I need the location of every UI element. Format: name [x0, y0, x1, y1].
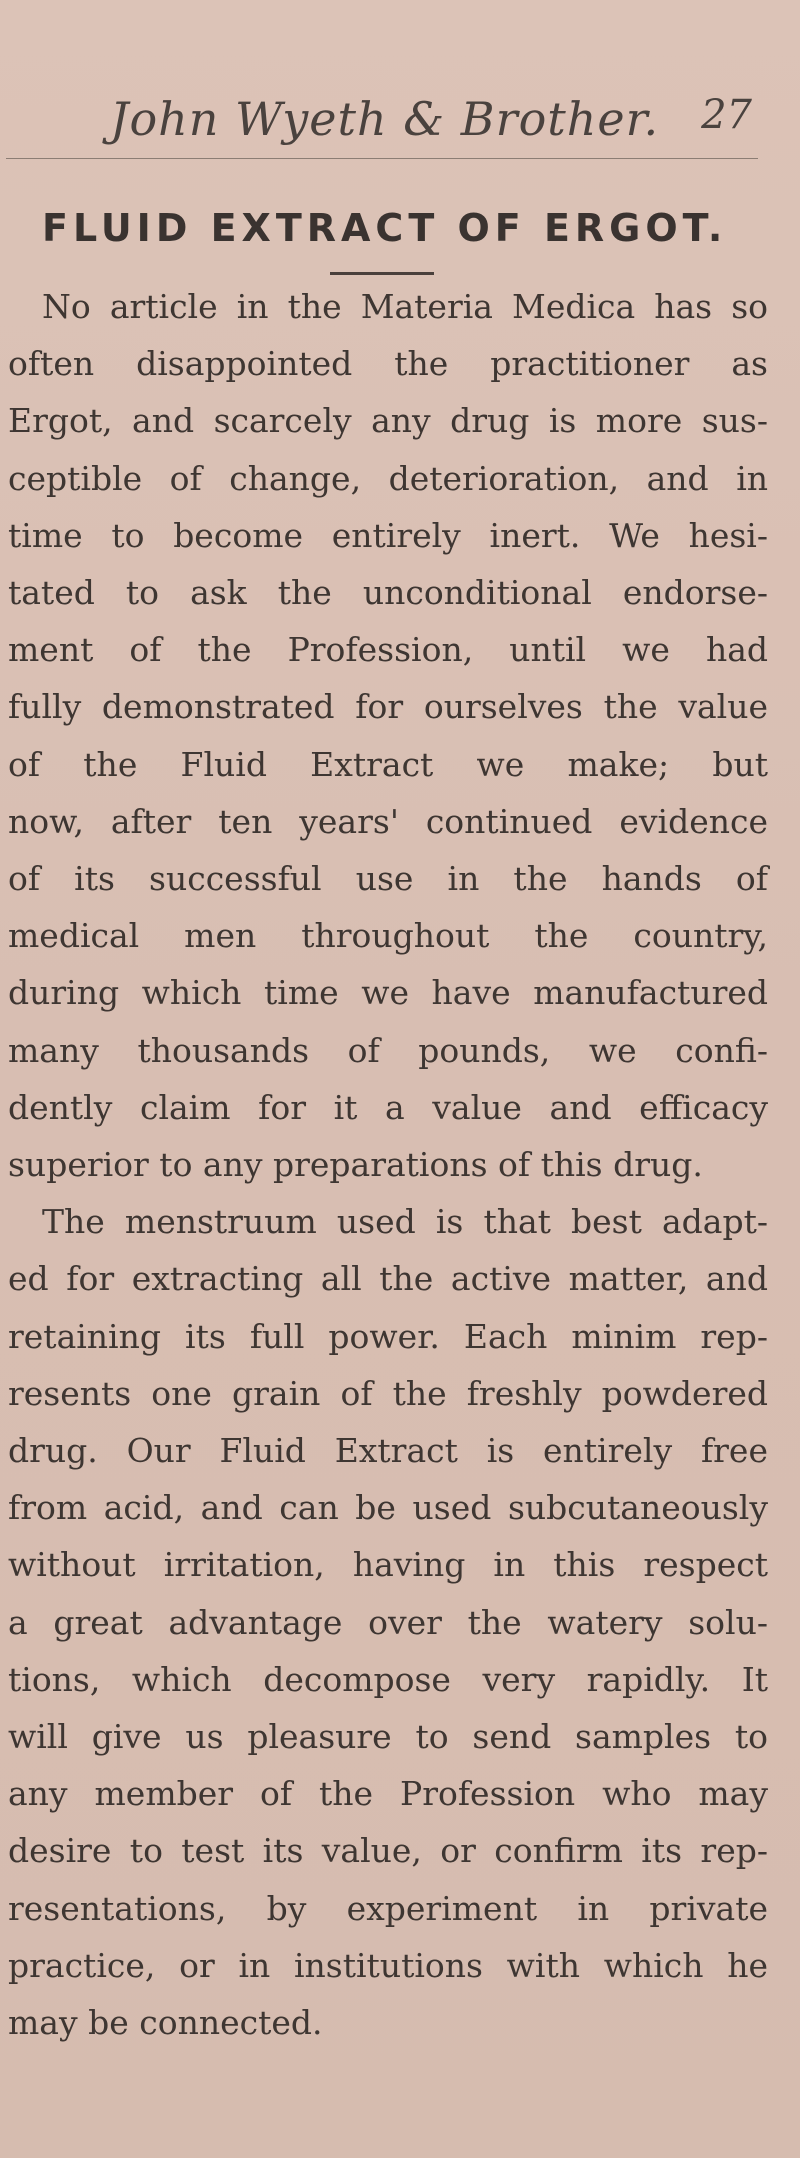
body-line: medical men throughout the country,	[8, 916, 768, 956]
body-line: time to become entirely inert. We hesi-	[8, 515, 768, 555]
body-line: No article in the Materia Medica has so	[42, 287, 768, 326]
body-line: resentations, by experiment in private	[8, 1888, 768, 1928]
body-line: any member of the Profession who may	[8, 1774, 768, 1814]
body-line: a great advantage over the watery solu-	[8, 1602, 768, 1642]
body-line: many thousands of pounds, we confi-	[8, 1030, 768, 1070]
body-line: practice, or in institutions with which he	[8, 1945, 768, 1985]
body-line: ed for extracting all the active matter, and	[8, 1259, 768, 1299]
body-line: desire to test its value, or confirm its rep-	[8, 1831, 768, 1871]
body-line: tions, which decompose very rapidly. It	[8, 1659, 768, 1699]
body-line: without irritation, having in this respect	[8, 1545, 768, 1585]
body-line: will give us pleasure to send samples to	[8, 1717, 768, 1756]
body-line: of its successful use in the hands of	[8, 859, 768, 898]
body-line: tated to ask the unconditional endorse-	[8, 573, 768, 612]
body-line: superior to any preparations of this drug.	[8, 1145, 703, 1184]
running-head	[110, 92, 770, 152]
page-number: 27	[701, 92, 752, 138]
body-line: dently claim for it a value and efficacy	[8, 1087, 768, 1127]
body-line: resents one grain of the freshly powdered	[8, 1373, 768, 1413]
title-rule	[330, 272, 434, 275]
body-line: often disappointed the practitioner as	[8, 344, 768, 384]
body-line: retaining its full power. Each minim rep-	[8, 1316, 768, 1356]
body-line: of the Fluid Extract we make; but	[8, 744, 768, 784]
body-line: ceptible of change, deterioration, and in	[8, 458, 768, 498]
body-line: fully demonstrated for ourselves the value	[8, 687, 768, 727]
body-line: may be connected.	[8, 2003, 323, 2042]
running-title: John Wyeth & Brother.	[110, 92, 660, 146]
body-line: now, after ten years' continued evidence	[8, 801, 768, 841]
body-line: The menstruum used is that best adapt-	[42, 1202, 768, 1242]
body-line: drug. Our Fluid Extract is entirely free	[8, 1431, 768, 1470]
body-line: from acid, and can be used subcutaneously	[8, 1488, 768, 1528]
article-title: FLUID EXTRACT OF ERGOT.	[42, 206, 728, 250]
header-rule	[6, 158, 758, 159]
body-line: Ergot, and scarcely any drug is more sus-	[8, 401, 768, 441]
body-line: during which time we have manufactured	[8, 973, 768, 1013]
body-line: ment of the Profession, until we had	[8, 630, 768, 670]
